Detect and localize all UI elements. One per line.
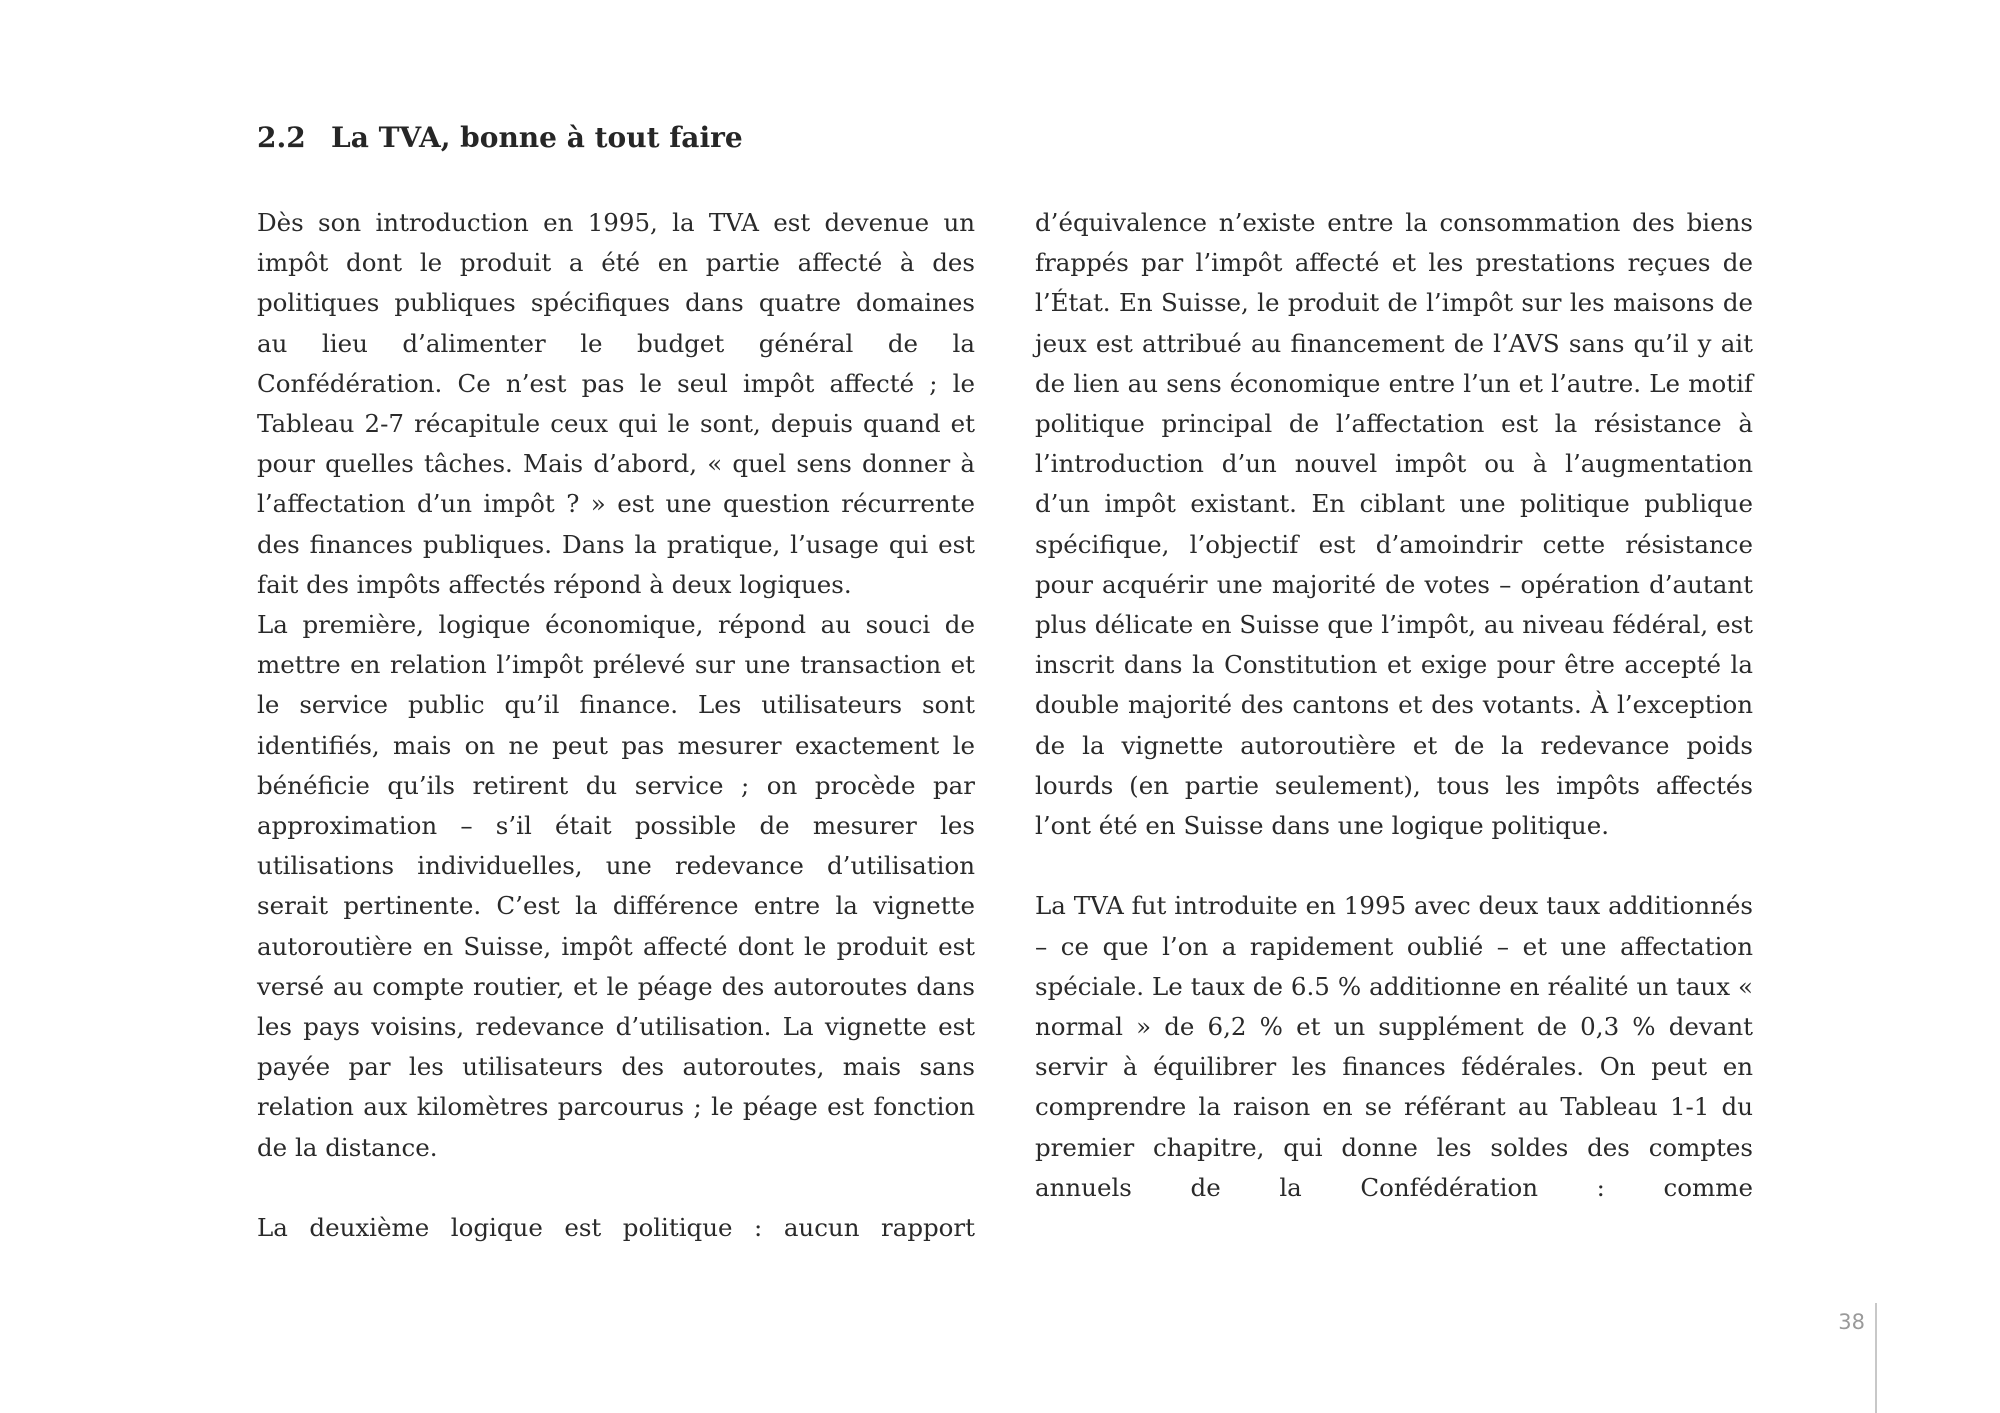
- paragraph-gap: [257, 1168, 975, 1208]
- section-heading: [257, 118, 743, 158]
- left-text-column: [257, 203, 975, 1248]
- paragraph-introduction: Dès son introduction en 1995, la TVA est devenue un impôt dont le produit a été en partie affecté à des politiques publiques spécifiques dans quatre domaines au lieu d’alimenter le budget général de la Confédération. Ce n’est pas le seul impôt affecté ; le Tableau 2-7 récapitule ceux qui le sont, depuis quand et pour quelles tâches. Mais d’abord, « quel sens donner à l’affectation d’un impôt ? » est une question récurrente des finances publiques. Dans la pratique, l’usage qui est fait des impôts affectés répond à deux logiques.: [257, 208, 975, 599]
- paragraph-gap: [1035, 846, 1753, 886]
- right-text-column: [1035, 203, 1753, 1208]
- paragraph-political-logic-start: La deuxième logique est politique : aucun rapport: [257, 1213, 975, 1243]
- page-number: 38: [1838, 1310, 1865, 1334]
- margin-rule: [1875, 1303, 1877, 1413]
- section-title: La TVA, bonne à tout faire: [331, 121, 743, 154]
- paragraph-economic-logic: La première, logique économique, répond au souci de mettre en relation l’impôt prélevé sur une transaction et le service public qu’il finance. Les utilisateurs sont identifiés, mais on ne peut pas mesurer exactement le bénéficie qu’ils retirent du service ; on procède par approximation – s’il était possible de mesurer les utilisations individuelles, une redevance d’utilisation serait pertinente. C’est la différence entre la vignette autoroutière en Suisse, impôt affecté dont le produit est versé au compte routier, et le péage des autoroutes dans les pays voisins, redevance d’utilisation. La vignette est payée par les utilisateurs des autoroutes, mais sans relation aux kilomètres parcourus ; le péage est fonction de la distance.: [257, 610, 975, 1162]
- section-number: 2.2: [257, 121, 306, 154]
- paragraph-tva-introduction: La TVA fut introduite en 1995 avec deux taux additionnés – ce que l’on a rapidement oublié – et une affectation spéciale. Le taux de 6.5 % additionne en réalité un taux « normal » de 6,2 % et un supplément de 0,3 % devant servir à équilibrer les finances fédérales. On peut en comprendre la raison en se référant au Tableau 1-1 du premier chapitre, qui donne les soldes des comptes annuels de la Confédération : comme: [1035, 891, 1753, 1202]
- paragraph-political-logic-end: d’équivalence n’existe entre la consommation des biens frappés par l’impôt affecté et les prestations reçues de l’État. En Suisse, le produit de l’impôt sur les maisons de jeux est attribué au financement de l’AVS sans qu’il y ait de lien au sens économique entre l’un et l’autre. Le motif politique principal de l’affectation est la résistance à l’introduction d’un nouvel impôt ou à l’augmentation d’un impôt existant. En ciblant une politique publique spécifique, l’objectif est d’amoindrir cette résistance pour acquérir une majorité de votes – opération d’autant plus délicate en Suisse que l’impôt, au niveau fédéral, est inscrit dans la Constitution et exige pour être accepté la double majorité des cantons et des votants. À l’exception de la vignette autoroutière et de la redevance poids lourds (en partie seulement), tous les impôts affectés l’ont été en Suisse dans une logique politique.: [1035, 208, 1753, 841]
